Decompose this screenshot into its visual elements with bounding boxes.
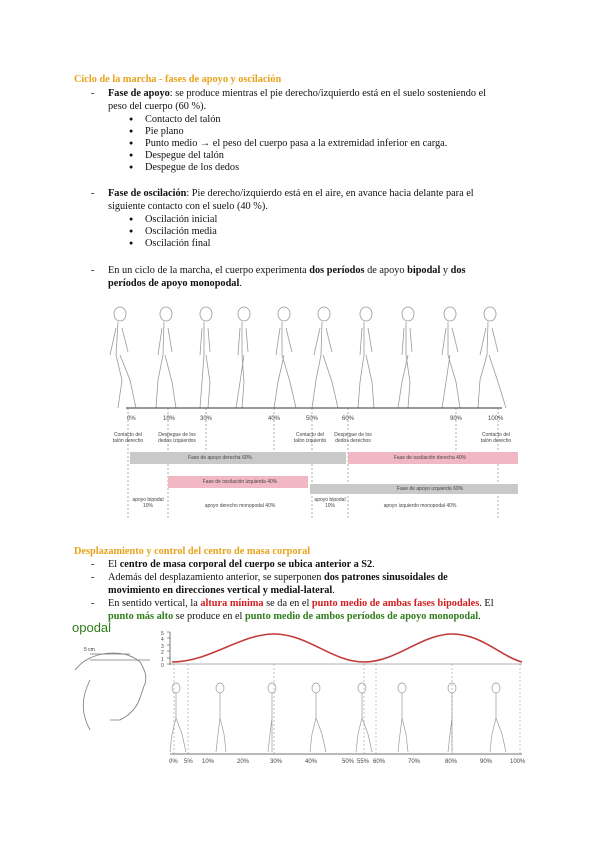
s2-green: punto medio de ambos períodos de apoyo monopodal (245, 611, 479, 622)
osc-paragraph (108, 187, 528, 200)
ciclo-bold: dos (450, 265, 466, 276)
s2-bullet3 (108, 597, 528, 610)
s2-bullet1 (108, 558, 375, 571)
osc-item: ● Oscilación media (145, 225, 217, 238)
apoyo-label: Fase de apoyo (108, 88, 170, 99)
com-walkers (170, 683, 506, 752)
s2-text: Además del desplazamiento anterior, se superponen (108, 572, 325, 583)
pct-label: 60% (373, 759, 386, 765)
walker-silhouette (312, 307, 338, 408)
osc-item: ● Oscilación inicial (145, 213, 217, 226)
pct-label: 55% (357, 759, 370, 765)
event-label: Despegue de los dedos izquierdos (158, 432, 196, 444)
y-tick-label: 0 (161, 663, 164, 669)
event-label: Despegue de los dedos derechos (334, 432, 372, 444)
y-tick-label: 3 (161, 644, 164, 650)
pct-label: 40% (268, 416, 281, 422)
dash: - (91, 188, 95, 199)
walker-silhouette (442, 307, 460, 408)
osc-label: Fase de oscilación (108, 188, 187, 199)
apoyo-item: ● Punto medio → el peso del cuerpo pasa a la extremidad inferior en carga. (145, 137, 447, 150)
apoyo-text2: peso del cuerpo (60 %). (108, 101, 207, 112)
walker-silhouette (156, 307, 176, 408)
walker-silhouette (200, 307, 212, 408)
walker-silhouette (398, 307, 414, 408)
pct-label: 100% (510, 759, 526, 765)
osc-text2: siguiente contacto con el suelo (40 %). (108, 201, 268, 212)
s2-bold: movimiento en direcciones vertical y medial-lateral (108, 585, 333, 596)
apoyo-paragraph (108, 87, 528, 100)
s2-red: punto medio de ambas fases bipodales (311, 598, 480, 609)
bar-label: Fase de oscilación derecha 40% (393, 455, 467, 461)
ciclo-text: En un ciclo de la marcha, el cuerpo experimenta (108, 265, 310, 276)
gait-cycle-figure (90, 290, 520, 525)
osc-text1: : Pie derecho/izquierdo está en el aire, en avance hacia delante para el (186, 188, 474, 199)
s2-bullet2 (108, 571, 528, 584)
corner-text: opodal (72, 620, 112, 635)
pct-label: 60% (342, 416, 355, 422)
dash: - (91, 265, 95, 276)
pct-label: 90% (480, 759, 493, 765)
pct-label: 10% (163, 416, 176, 422)
ciclo-text: y (440, 265, 451, 276)
s2-text: . (478, 611, 481, 622)
center-of-mass-figure (70, 620, 530, 770)
s2-bullet2-line2 (108, 584, 335, 597)
walker-silhouette (170, 683, 186, 752)
bar-label: Fase de oscilación izquierda 40% (202, 479, 278, 485)
com-chart-svg (70, 620, 530, 770)
walking-silhouettes (110, 307, 506, 408)
cm-label: 5 cm (84, 647, 95, 653)
event-label: Contacto del talón derecho (480, 432, 512, 444)
event-label: Contacto del talón derecho (112, 432, 144, 444)
s2-text: El (108, 559, 120, 570)
walker-silhouette (358, 307, 374, 408)
pct-label: 50% (342, 759, 355, 765)
y-tick-label: 5 (161, 631, 164, 637)
ciclo-line2 (108, 277, 242, 290)
s2-bold: centro de masa corporal del cuerpo se ubica anterior a S2 (119, 559, 373, 570)
pct-label: 0% (169, 759, 178, 765)
ciclo-bold: bipodal (407, 265, 441, 276)
apoyo-item: ● Contacto del talón (145, 113, 221, 126)
y-tick-label: 1 (161, 657, 164, 663)
apoyo-item: ● Despegue de los dedos (145, 161, 239, 174)
ciclo-text: . (239, 278, 242, 289)
s2-green: punto más alto (108, 611, 174, 622)
s2-red: altura mínima (200, 598, 264, 609)
dash: - (91, 88, 95, 99)
event-label: Contacto del talón izquierdo (293, 432, 327, 444)
walker-silhouette (274, 307, 296, 408)
pct-label: 20% (237, 759, 250, 765)
walker-silhouette (110, 307, 136, 408)
pct-label: 30% (200, 416, 213, 422)
pct-label: 40% (305, 759, 318, 765)
s2-bold: dos patrones sinusoidales de (324, 572, 448, 583)
ciclo-bold: períodos de apoyo monopodal (108, 278, 240, 289)
ciclo-text: de apoyo (364, 265, 408, 276)
apoyo-item: ● Pie plano (145, 125, 184, 138)
apoyo-item: ● Despegue del talón (145, 149, 224, 162)
walker-silhouette (398, 683, 408, 752)
pct-label: 50% (306, 416, 319, 422)
s2-text: . (332, 585, 335, 596)
pct-label: 0% (127, 416, 136, 422)
walker-silhouette (216, 683, 226, 752)
dash: - (91, 598, 95, 609)
bar-label: Fase de apoyo derecha 60% (188, 455, 252, 461)
bar-label: Fase de apoyo izquierda 60% (396, 486, 464, 492)
dash: - (91, 572, 95, 583)
pct-label: 30% (270, 759, 283, 765)
apoyo-text1: : se produce mientras el pie derecho/izquierdo está en el suelo sosteniendo el (169, 88, 487, 99)
support-label: apoyo derecho monopodal 40% (204, 503, 276, 509)
walker-silhouette (268, 683, 276, 752)
osc-item: ● Oscilación final (145, 237, 210, 250)
head-profile (75, 653, 150, 730)
s2-text: . (372, 559, 375, 570)
support-label: apoyo bipodal 10% (132, 497, 164, 509)
pct-label: 100% (488, 416, 504, 422)
s2-text: . El (479, 598, 494, 609)
com-percent-axis (70, 756, 530, 770)
pct-label: 80% (445, 759, 458, 765)
y-tick-label: 4 (161, 637, 164, 643)
support-label: apoyo izquierdo monopodal 40% (383, 503, 457, 509)
pct-label: 5% (184, 759, 193, 765)
pct-label: 90% (450, 416, 463, 422)
pct-label: 70% (408, 759, 421, 765)
walker-silhouette (478, 307, 506, 408)
section2-title: Desplazamiento y control del centro de masa corporal (74, 546, 311, 557)
walker-silhouette (490, 683, 506, 752)
ciclo-paragraph (108, 264, 528, 277)
ciclo-bold: dos períodos (309, 265, 365, 276)
section1-title: Ciclo de la marcha - fases de apoyo y oscilación (74, 74, 282, 85)
s2-text: se da en el (263, 598, 312, 609)
pct-label: 10% (202, 759, 215, 765)
s2-text: se produce en el (173, 611, 245, 622)
com-sine-curve (172, 634, 522, 662)
walker-silhouette (236, 307, 250, 408)
com-dividers (174, 664, 520, 754)
walker-silhouette (310, 683, 326, 752)
y-ticks (167, 632, 170, 664)
y-tick-label: 2 (161, 650, 164, 656)
support-label: apoyo bipodal 10% (314, 497, 346, 509)
dash: - (91, 559, 95, 570)
s2-text: En sentido vertical, la (108, 598, 201, 609)
